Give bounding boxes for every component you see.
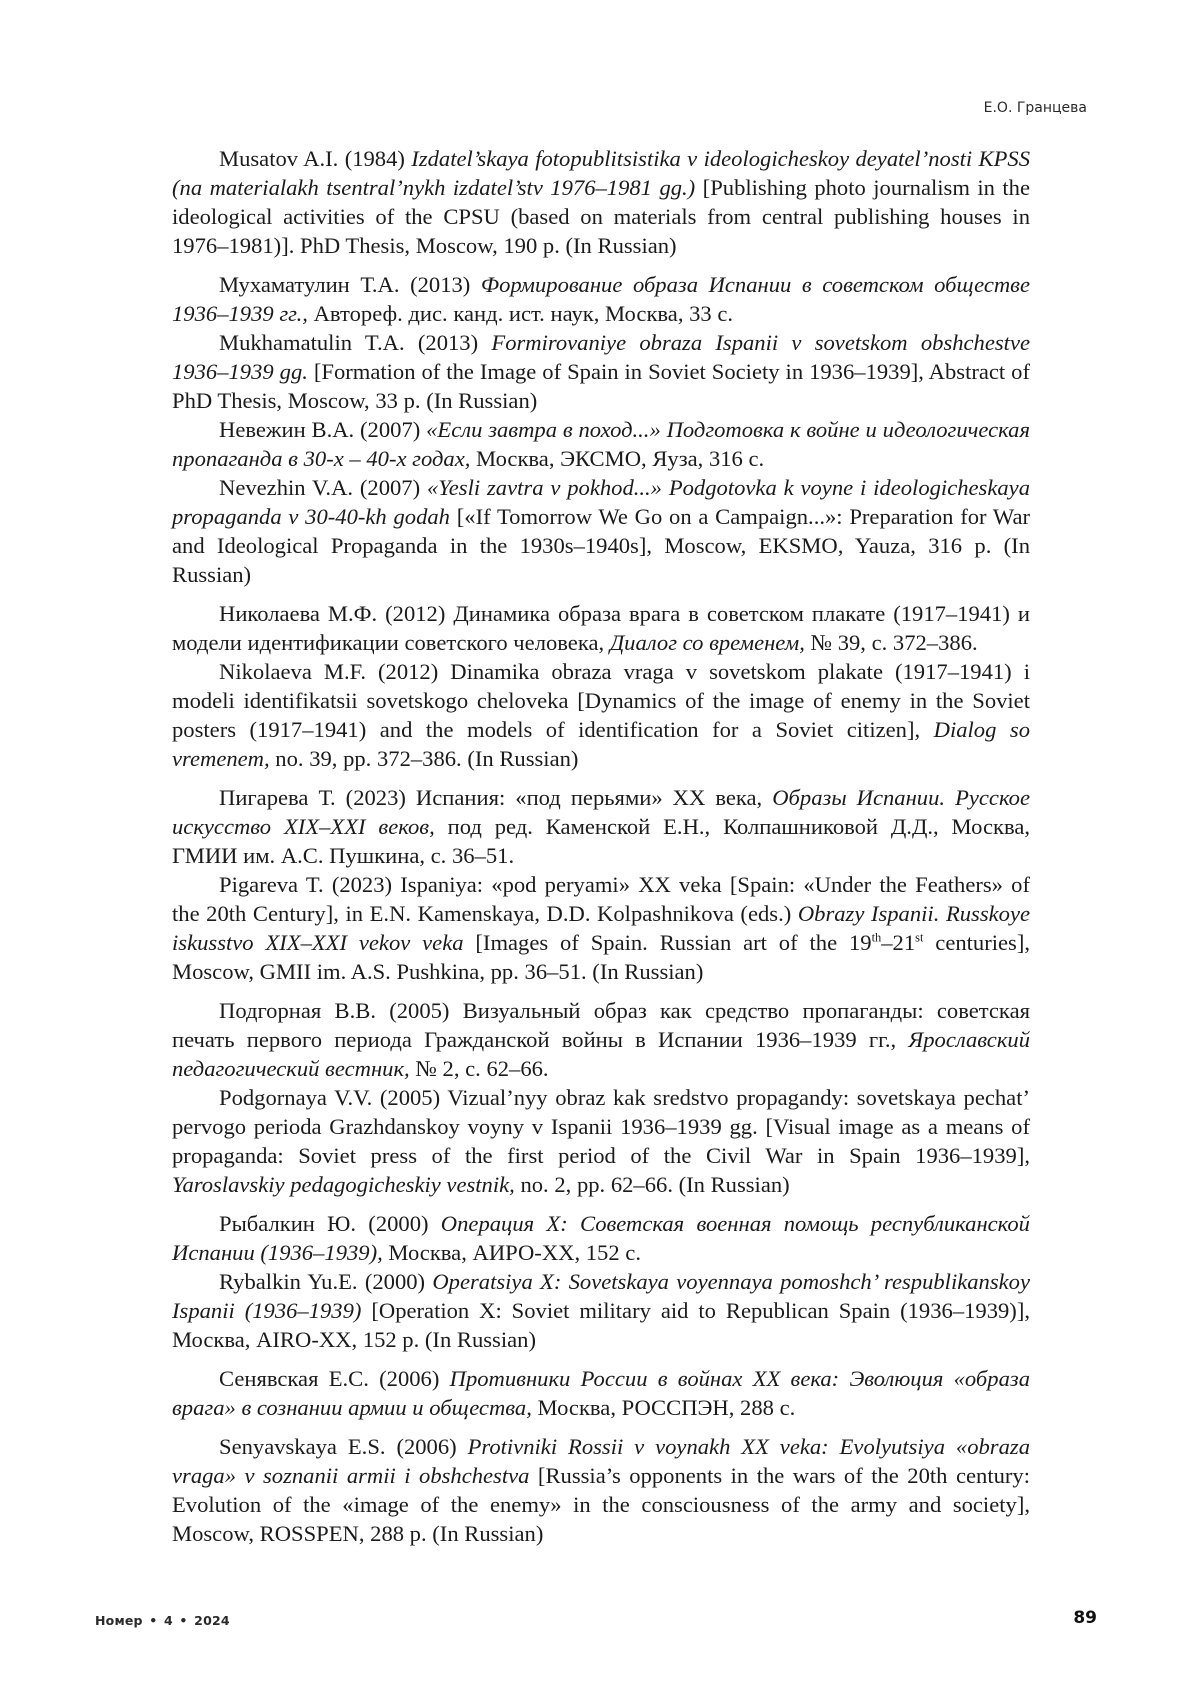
reference-title: Образы Испании. Русское искусство XIX–XXI веков, — [172, 785, 1030, 839]
page-number: 89 — [1073, 1608, 1097, 1628]
reference-list — [172, 144, 1030, 1558]
reference-text: Москва, АИРО-ХХ, 152 с. — [382, 1240, 641, 1265]
reference-text: no. 2, pp. 62–66. (In Russian) — [514, 1172, 790, 1197]
reference-text: Мухаматулин Т.А. (2013) — [219, 272, 481, 297]
reference-entry — [172, 1364, 1030, 1422]
reference-title: Formirovaniye obraza Ispanii v sovetskom obshchestve 1936–1939 gg. — [172, 330, 1031, 384]
reference-text: [Images of Spain. Russian art of the 19 — [463, 930, 872, 955]
reference-text: Nikolaeva M.F. (2012) Dinamika obraza vraga v sovetskom plakate (1917–1941) i modeli identifikatsii sovetskogo cheloveka [Dynamics of the image of enemy in the Soviet posters (1917–1941) and the models of identification for a Soviet citizen], — [172, 659, 1030, 742]
reference-text: Musatov A.I. (1984) — [219, 146, 412, 171]
reference-text: Podgornaya V.V. (2005) Vizual’nyy obraz kak sredstvo propagandy: sovetskaya pechat’ pervogo perioda Grazhdanskoy voyny v Ispanii 1936–1939 gg. [Visual image as a means of propaganda: Soviet press of the first period of the Civil War in Spain 1936–1939], — [172, 1085, 1030, 1168]
reference-title: «Yesli zavtra v pokhod...» Podgotovka k voyne i ideologicheskaya propaganda v 30-40-kh godah — [172, 475, 1030, 529]
reference-group — [172, 1209, 1030, 1354]
reference-group — [172, 270, 1030, 589]
reference-text: Сенявская Е.С. (2006) — [219, 1366, 450, 1391]
reference-text: № 39, с. 372–386. — [804, 630, 978, 655]
reference-entry — [172, 415, 1030, 473]
reference-title: Диалог со временем, — [609, 630, 805, 655]
reference-title: Операция Х: Советская военная помощь республиканской Испании (1936–1939), — [172, 1211, 1030, 1265]
reference-title: Operatsiya X: Sovetskaya voyennaya pomoshch’ respublikanskoy Ispanii (1936–1939) — [172, 1269, 1030, 1323]
reference-title: Dialog so vremenem, — [172, 717, 1031, 771]
reference-entry — [172, 783, 1030, 870]
reference-entry — [172, 1209, 1030, 1267]
reference-text: № 2, с. 62–66. — [409, 1056, 549, 1081]
reference-text: Pigareva T. (2023) Ispaniya: «pod peryami» XX veka [Spain: «Under the Feathers» of the 20th Century], in E.N. Kamenskaya, D.D. Kolpashnikova (eds.) — [172, 872, 1030, 926]
reference-text: Senyavskaya E.S. (2006) — [219, 1434, 468, 1459]
reference-text: no. 39, pp. 372–386. (In Russian) — [269, 746, 579, 771]
reference-text: –21 — [881, 930, 916, 955]
reference-entry — [172, 657, 1030, 773]
ordinal-suffix: th — [871, 930, 882, 945]
footer-issue: Номер • 4 • 2024 — [95, 1613, 230, 1628]
reference-title: Protivniki Rossii v voynakh XX veka: Evolyutsiya «obraza vraga» v soznanii armii i obshchestva — [172, 1434, 1030, 1488]
reference-text: [Publishing photo journalism in the ideological activities of the CPSU (based on materials from central publishing houses in 1976–1981)]. PhD Thesis, Moscow, 190 p. (In Russian) — [172, 175, 1030, 258]
reference-title: Yaroslavskiy pedagogicheskiy vestnik, — [172, 1172, 515, 1197]
reference-text: Автореф. дис. канд. ист. наук, Москва, 33 с. — [307, 301, 734, 326]
reference-text: Nevezhin V.A. (2007) — [219, 475, 427, 500]
reference-title: «Если завтра в поход...» Подготовка к войне и идеологическая пропаганда в 30-х – 40-х годах, — [172, 417, 1030, 471]
reference-text: Москва, ЭКСМО, Яуза, 316 с. — [470, 446, 765, 471]
reference-entry — [172, 1267, 1030, 1354]
running-header-author: Е.О. Гранцева — [983, 100, 1087, 116]
reference-text: Николаева М.Ф. (2012) Динамика образа врага в советском плакате (1917–1941) и модели идентификации советского человека, — [172, 601, 1030, 655]
reference-text: Rybalkin Yu.E. (2000) — [219, 1269, 433, 1294]
reference-text: Рыбалкин Ю. (2000) — [219, 1211, 441, 1236]
reference-title: Ярославский педагогический вестник, — [172, 1027, 1030, 1081]
reference-entry — [172, 328, 1030, 415]
reference-entry — [172, 1432, 1030, 1548]
reference-group — [172, 996, 1030, 1199]
reference-text: под ред. Каменской Е.Н., Колпашниковой Д.Д., Москва, ГМИИ им. А.С. Пушкина, с. 36–51. — [172, 814, 1030, 868]
reference-entry — [172, 870, 1030, 986]
reference-group — [172, 1432, 1030, 1548]
reference-text: Невежин В.А. (2007) — [219, 417, 427, 442]
reference-text: centuries], Moscow, GMII im. A.S. Pushkina, pp. 36–51. (In Russian) — [172, 930, 1031, 984]
reference-entry — [172, 473, 1030, 589]
reference-text: [Formation of the Image of Spain in Soviet Society in 1936–1939], Abstract of PhD Thesis, Moscow, 33 p. (In Russian) — [172, 359, 1030, 413]
reference-text: Москва, РОССПЭН, 288 с. — [531, 1395, 796, 1420]
reference-group — [172, 599, 1030, 773]
ordinal-suffix: st — [915, 930, 924, 945]
reference-text: [Russia’s opponents in the wars of the 20th century: Evolution of the «image of the enemy» in the consciousness of the army and society], Moscow, ROSSPEN, 288 p. (In Russian) — [172, 1463, 1030, 1546]
reference-title: Противники России в войнах ХХ века: Эволюция «образа врага» в сознании армии и общества, — [172, 1366, 1030, 1420]
reference-group — [172, 1364, 1030, 1422]
reference-text: Mukhamatulin T.A. (2013) — [219, 330, 492, 355]
reference-group — [172, 783, 1030, 986]
reference-text: Пигарева Т. (2023) Испания: «под перьями» XX века, — [219, 785, 773, 810]
reference-text: [Operation X: Soviet military aid to Republican Spain (1936–1939)], Москва, AIRO-XX, 152 p. (In Russian) — [172, 1298, 1030, 1352]
reference-entry — [172, 1083, 1030, 1199]
reference-text: Подгорная В.В. (2005) Визуальный образ как средство пропаганды: советская печать первого периода Гражданской войны в Испании 1936–1939 гг., — [172, 998, 1030, 1052]
reference-title: Izdatel’skaya fotopublitsistika v ideologicheskoy deyatel’nosti KPSS (na materialakh tsentral’nykh izdatel’stv 1976–1981 gg.) — [172, 146, 1030, 200]
reference-title: Obrazy Ispanii. Russkoye iskusstvo XIX–XXI vekov veka — [172, 901, 1031, 955]
reference-entry — [172, 599, 1030, 657]
reference-text: [«If Tomorrow We Go on a Campaign...»: Preparation for War and Ideological Propaganda in the 1930s–1940s], Moscow, EKSMO, Yauza, 316 p. (In Russian) — [172, 504, 1030, 587]
reference-entry — [172, 144, 1030, 260]
reference-title: Формирование образа Испании в советском обществе 1936–1939 гг., — [172, 272, 1030, 326]
reference-entry — [172, 996, 1030, 1083]
reference-entry — [172, 270, 1030, 328]
reference-group — [172, 144, 1030, 260]
